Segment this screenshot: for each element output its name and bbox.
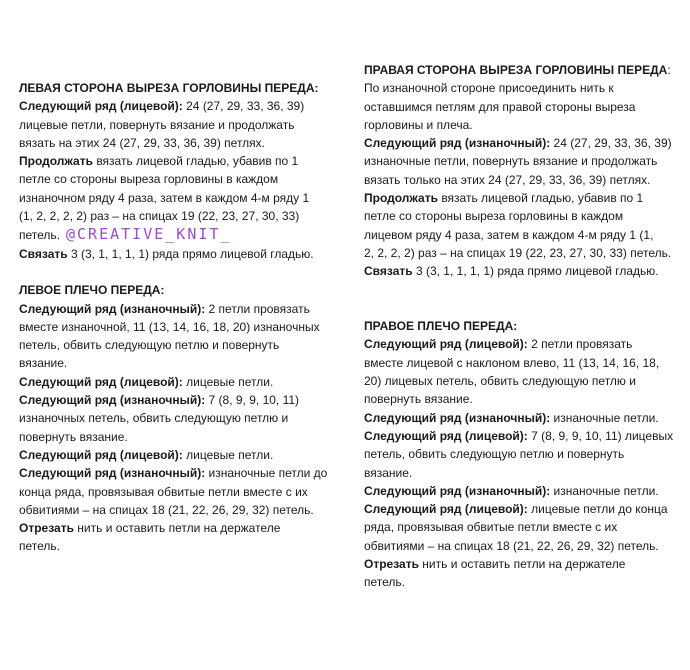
right-neck-heading-line — [364, 61, 684, 79]
row-text: изнаночные петли до — [205, 466, 328, 481]
row-label: Следующий ряд (лицевой): — [19, 374, 183, 389]
row-text: горловины и плеча. — [364, 117, 473, 132]
row-text: изнаночные петли. — [550, 483, 659, 498]
row-text: лицевые петли. — [182, 374, 274, 389]
row-text: 3 (3, 1, 1, 1, 1) ряда прямо лицевой гладью. — [412, 264, 659, 279]
row-text: вязание. — [19, 356, 68, 371]
left-shoulder-row-6 — [19, 519, 349, 556]
row-text: 24 (27, 29, 33, 36, 39) — [550, 136, 672, 151]
row-label: Следующий ряд (изнаночный): — [19, 466, 206, 481]
left-shoulder-row-1 — [19, 300, 349, 373]
row-text: петле со стороны выреза горловины в каждом — [364, 209, 624, 224]
left-shoulder-row-2 — [19, 373, 349, 391]
row-label: Следующий ряд (лицевой): — [364, 337, 528, 352]
row-label: Следующий ряд (изнаночный): — [364, 136, 551, 151]
row-text: петель, обвить следующую петлю и повернуть — [364, 447, 625, 462]
row-text: 7 (8, 9, 9, 10, 11) — [205, 393, 300, 408]
row-text: (1, 2, 2, 2, 2) раз – на спицах 19 (22, 23, 27, 30, 33) — [19, 209, 300, 224]
right-shoulder-row-1 — [364, 335, 684, 408]
right-shoulder-row-6 — [364, 555, 684, 592]
row-text: конца ряда, провязывая обвитые петли вместе с их — [19, 484, 308, 499]
row-text: петле со стороны выреза горловины в каждом — [19, 172, 279, 187]
right-shoulder-section — [364, 317, 684, 591]
right-shoulder-heading: ПРАВОЕ ПЛЕЧО ПЕРЕДА: — [364, 319, 518, 334]
row-text: нить и оставить петли на держателе — [73, 521, 281, 536]
row-text: лицевые петли. — [182, 447, 274, 462]
left-shoulder-row-3 — [19, 391, 349, 446]
row-text: нить и оставить петли на держателе — [418, 557, 626, 572]
row-text: вязать лицевой гладью, убавив по 1 — [437, 191, 644, 206]
left-neck-para-3 — [19, 245, 349, 263]
right-column — [364, 61, 684, 592]
instruction-label: Отрезать — [364, 557, 419, 572]
row-text: обвитиями – на спицах 18 (21, 22, 26, 29, 32) петель. — [19, 502, 314, 517]
instruction-label: Продолжать — [19, 154, 93, 169]
row-label: Следующий ряд (лицевой): — [364, 428, 528, 443]
row-text: изнаночном ряду 4 раза, затем в каждом 4-м ряду 1 — [19, 190, 310, 205]
right-neck-para-1 — [364, 134, 684, 189]
row-label: Следующий ряд (изнаночный): — [19, 301, 206, 316]
row-text: петель. — [19, 539, 60, 554]
right-shoulder-row-5 — [364, 500, 684, 555]
right-neck-section — [364, 61, 684, 281]
row-text: изнаночные петли. — [550, 410, 659, 425]
left-neck-para-1 — [19, 97, 349, 152]
row-label: Следующий ряд (изнаночный): — [19, 393, 206, 408]
right-neck-para-0 — [364, 79, 684, 134]
row-text: лицевом ряду 4 раза, затем в каждом 4-м ряду 1 (1, — [364, 227, 654, 242]
row-text: петель. — [364, 575, 405, 590]
row-text: повернуть вязание. — [19, 429, 128, 444]
row-label: Следующий ряд (изнаночный): — [364, 410, 551, 425]
heading-colon: : — [667, 63, 671, 77]
row-label: Следующий ряд (лицевой): — [364, 502, 528, 517]
row-label: Следующий ряд (лицевой): — [19, 99, 183, 114]
row-text: 2, 2, 2, 2) раз – на спицах 19 (22, 23, 27, 30, 33) петель. — [364, 245, 672, 260]
row-label: Следующий ряд (изнаночный): — [364, 483, 551, 498]
left-neck-section — [19, 79, 349, 263]
right-neck-para-2 — [364, 189, 684, 262]
instruction-label: Продолжать — [364, 191, 438, 206]
row-text: лицевые петли, повернуть вязание и продолжать — [19, 117, 295, 132]
row-text: обвитиями – на спицах 18 (21, 22, 26, 29, 32) петель. — [364, 538, 659, 553]
row-text: вместе лицевой с наклоном влево, 11 (13, 14, 16, 18, — [364, 355, 660, 370]
row-text: вместе изнаночной, 11 (13, 14, 16, 18, 20) изнаночных — [19, 319, 320, 334]
row-text: 24 (27, 29, 33, 36, 39) — [182, 99, 305, 114]
row-text: петель, обвить следующую петлю и повернуть — [19, 338, 280, 353]
right-neck-heading: ПРАВАЯ СТОРОНА ВЫРЕЗА ГОРЛОВИНЫ ПЕРЕДА — [364, 63, 668, 77]
row-text: повернуть вязание. — [364, 392, 473, 407]
row-text: 20) лицевых петель, обвить следующую петлю и — [364, 374, 636, 389]
left-shoulder-heading: ЛЕВОЕ ПЛЕЧО ПЕРЕДА: — [19, 283, 165, 298]
left-neck-heading: ЛЕВАЯ СТОРОНА ВЫРЕЗА ГОРЛОВИНЫ ПЕРЕДА: — [19, 81, 319, 95]
row-text: петель. — [19, 228, 60, 243]
row-text: ряда, провязывая обвитые петли вместе с их — [364, 520, 618, 535]
row-text: вязать лицевой гладью, убавив по 1 — [92, 154, 299, 169]
row-text: лицевые петли до конца — [527, 502, 668, 517]
instruction-label: Отрезать — [19, 521, 74, 536]
left-column — [19, 79, 349, 556]
row-label: Следующий ряд (лицевой): — [19, 447, 183, 462]
left-shoulder-section — [19, 281, 349, 555]
right-neck-para-3 — [364, 262, 684, 280]
row-text: вязание. — [364, 465, 413, 480]
row-text: 2 петли провязать — [527, 337, 633, 352]
watermark: @CREATIVE_KNIT_ — [66, 225, 232, 244]
left-shoulder-row-5 — [19, 464, 349, 519]
row-text: изнаночные петли, повернуть вязание и продолжать — [364, 154, 658, 169]
row-text: оставшимся петлям для правой стороны выреза — [364, 99, 636, 114]
right-shoulder-row-4 — [364, 482, 684, 500]
right-shoulder-row-3 — [364, 427, 684, 482]
left-shoulder-row-4 — [19, 446, 349, 464]
row-text: изнаночных петель, обвить следующую петлю и — [19, 411, 289, 426]
left-neck-para-2 — [19, 152, 349, 244]
right-shoulder-row-2 — [364, 409, 684, 427]
row-text: 7 (8, 9, 9, 10, 11) лицевых — [527, 428, 674, 443]
row-text: 2 петли провязать — [205, 301, 310, 316]
instruction-label: Связать — [364, 264, 413, 279]
row-text: вязать только на этих 24 (27, 29, 33, 36, 39) петлях. — [364, 172, 651, 187]
row-text: По изнаночной стороне присоединить нить к — [364, 81, 614, 96]
instruction-label: Связать — [19, 246, 68, 261]
row-text: вязать на этих 24 (27, 29, 33, 36, 39) петлях. — [19, 135, 266, 150]
row-text: 3 (3, 1, 1, 1, 1) ряда прямо лицевой гладью. — [67, 246, 314, 261]
